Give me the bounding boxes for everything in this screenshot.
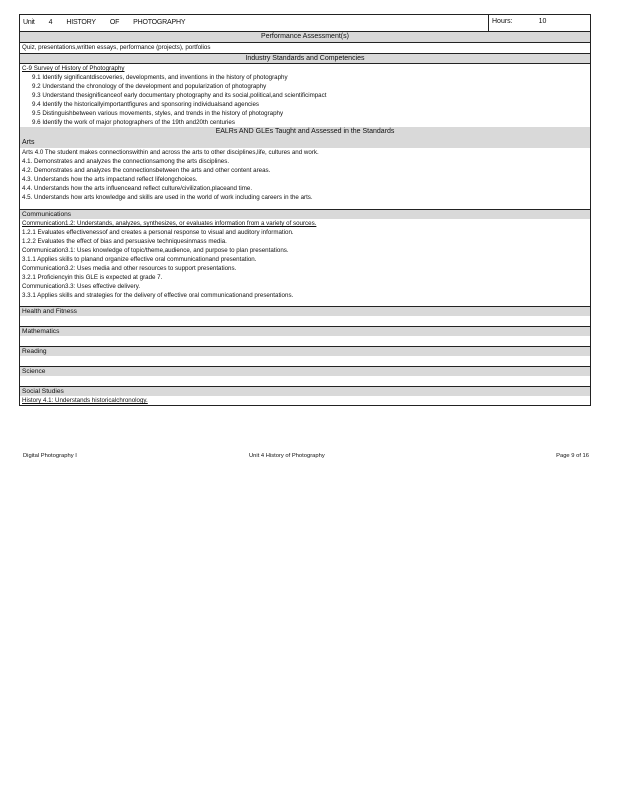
math-section-label: Mathematics (20, 326, 590, 336)
hours-cell (488, 15, 546, 32)
communications-item: 3.2.1 Proficiencyin this GLE is expected at grade 7. (22, 274, 163, 281)
reading-blank (20, 356, 590, 366)
communications-item: Communication3.2: Uses media and other resources to support presentations. (22, 265, 237, 272)
communications-item: 1.2.2 Evaluates the effect of bias and persuasive techniquesinmass media. (22, 238, 227, 245)
arts-section-label: Arts (20, 138, 590, 148)
ealrs-heading: EALRs AND GLEs Taught and Assessed in the Standards (20, 127, 590, 138)
performance-heading: Performance Assessment(s) (20, 32, 590, 43)
competency-item: 9.6 Identify the work of major photographers of the 19th and20th centuries (32, 119, 235, 126)
performance-text: Quiz, presentations,written essays, performance (projects), portfolios (22, 44, 211, 51)
footer-course: Digital Photography I (23, 453, 77, 459)
unit-number: 4 (48, 19, 53, 26)
math-blank (20, 336, 590, 346)
communications-item: 1.2.1 Evaluates effectivenessof and creates a personal response to visual and auditory information. (22, 229, 294, 236)
health-section-label: Health and Fitness (20, 306, 590, 316)
social-section-label: Social Studies (20, 386, 590, 396)
hours-label: Hours: (492, 18, 513, 25)
competency-item: 9.4 Identify the historicallyimportantfigures and sponsoring individualsand agencies (32, 101, 260, 108)
arts-item: 4.1. Demonstrates and analyzes the connectionsamong the arts disciplines. (22, 158, 230, 165)
arts-item: 4.5. Understands how arts knowledge and skills are used in the world of work including careers in the arts. (22, 194, 313, 201)
communications-item: Communication1.2: Understands, analyzes, synthesizes, or evaluates information from a variety of sources. (22, 220, 317, 227)
competency-item: 9.5 Distinguishbetween various movements, styles, and trends in the history of photography (32, 110, 284, 117)
science-section-label: Science (20, 366, 590, 376)
communications-item: Communication3.3: Uses effective delivery. (22, 283, 141, 290)
competency-item: 9.1 Identify significantdiscoveries, developments, and inventions in the history of photography (32, 74, 288, 81)
communications-section-label: Communications (20, 209, 590, 219)
hours-value: 10 (538, 18, 547, 25)
unit-label: Unit (23, 19, 35, 26)
unit-title (23, 18, 199, 27)
science-blank (20, 376, 590, 386)
communications-item: 3.3.1 Applies skills and strategies for the delivery of effective oral communicationand presentations. (22, 292, 294, 299)
health-blank (20, 316, 590, 326)
footer-unit: Unit 4 History of Photography (249, 453, 325, 459)
unit-title-word-3: PHOTOGRAPHY (133, 19, 186, 26)
unit-header-row (20, 15, 590, 32)
page-footer (23, 453, 589, 463)
competency-item: 9.3 Understand thesignificanceof early documentary photography and its social,political,and scientificimpact (32, 92, 327, 99)
arts-item: 4.2. Demonstrates and analyzes the connectionsbetween the arts and other content areas. (22, 167, 271, 174)
social-item: History 4.1: Understands historicalchronology. (22, 397, 148, 404)
industry-heading: Industry Standards and Competencies (20, 53, 590, 64)
unit-table (19, 14, 591, 406)
unit-document (19, 14, 591, 406)
arts-lead: Arts 4.0 The student makes connectionswithin and across the arts to other disciplines,life, cultures and work. (22, 149, 319, 156)
unit-title-word-1: HISTORY (66, 19, 96, 26)
arts-item: 4.4. Understands how the arts influenceand reflect culture/civilization,placeand time. (22, 185, 253, 192)
footer-page-number: Page 9 of 16 (556, 453, 589, 459)
arts-item: 4.3. Understands how the arts impactand reflect lifelongchoices. (22, 176, 198, 183)
competency-item: 9.2 Understand the chronology of the development and popularization of photography (32, 83, 267, 90)
reading-section-label: Reading (20, 346, 590, 356)
communications-item: 3.1.1 Applies skills to planand organize effective oral communicationand presentation. (22, 256, 257, 263)
competency-title: C-9 Survey of History of Photography (22, 65, 125, 72)
spacer (20, 202, 590, 209)
unit-title-word-2: OF (109, 19, 120, 26)
communications-item: Communication3.1: Uses knowledge of topic/theme,audience, and purpose to plan presentations. (22, 247, 289, 254)
